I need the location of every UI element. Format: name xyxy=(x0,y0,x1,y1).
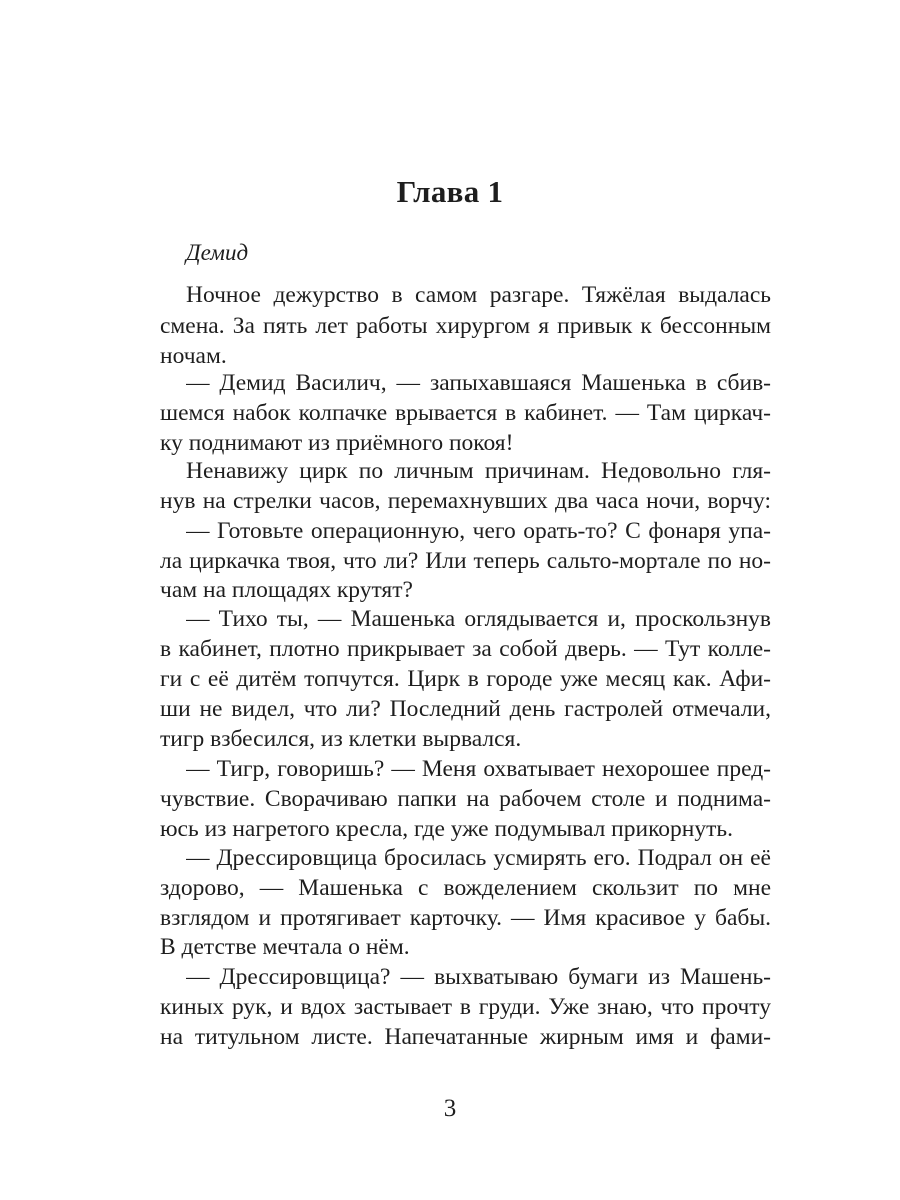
text-line: Ненавижу цирк по личным причинам. Недовольно гля- xyxy=(186,458,771,484)
text-line: взглядом и протягивает карточку. — Имя красивое у бабы. xyxy=(160,905,771,931)
text-line: нув на стрелки часов, перемахнувших два часа ночи, ворчу: xyxy=(160,488,771,514)
text-line: — Готовьте операционную, чего орать-то? С фонаря упа- xyxy=(186,518,771,544)
text-line: — Тигр, говоришь? — Меня охватывает нехорошее пред- xyxy=(186,756,771,782)
page-number: 3 xyxy=(443,1095,457,1122)
text-line: здорово, — Машенька с вожделением скользит по мне xyxy=(160,875,771,901)
text-line: киных рук, и вдох застывает в груди. Уже знаю, что прочту xyxy=(160,994,771,1020)
chapter-title: Глава 1 xyxy=(396,174,504,209)
text-line: В детстве мечтала о нём. xyxy=(160,934,410,960)
text-line: на титульном листе. Напечатанные жирным имя и фами- xyxy=(160,1024,771,1050)
text-line: смена. За пять лет работы хирургом я привык к бессонным xyxy=(160,313,771,339)
text-line: ги с её дитём топчутся. Цирк в городе уже месяц как. Афи- xyxy=(160,666,771,692)
text-line: юсь из нагретого кресла, где уже подумывал прикорнуть. xyxy=(160,816,733,842)
text-line: — Дрессировщица бросилась усмирять его. Подрал он её xyxy=(186,845,771,871)
text-line: в кабинет, плотно прикрывает за собой дверь. — Тут колле- xyxy=(160,636,771,662)
text-line: — Тихо ты, — Машенька оглядывается и, проскользнув xyxy=(186,606,771,632)
text-line: тигр взбесился, из клетки вырвался. xyxy=(160,726,522,752)
text-line: — Дрессировщица? — выхватываю бумаги из Машень- xyxy=(186,964,771,990)
text-line: ночам. xyxy=(160,343,227,369)
text-line: ши не видел, что ли? Последний день гастролей отмечали, xyxy=(160,696,771,722)
text-line: чувствие. Сворачиваю папки на рабочем столе и поднима- xyxy=(160,786,771,812)
text-line: — Демид Василич, — запыхавшаяся Машенька в сбив- xyxy=(186,370,771,396)
text-line: ку поднимают из приёмного покоя! xyxy=(160,430,514,456)
text-line: шемся набок колпачке врывается в кабинет. — Там циркач- xyxy=(160,400,771,426)
text-line: ла циркачка твоя, что ли? Или теперь сальто-мортале по но- xyxy=(160,548,771,574)
pov-character-name: Демид xyxy=(186,240,249,265)
text-line: чам на площадях крутят? xyxy=(160,577,413,603)
text-line: Ночное дежурство в самом разгаре. Тяжёлая выдалась xyxy=(186,282,771,308)
